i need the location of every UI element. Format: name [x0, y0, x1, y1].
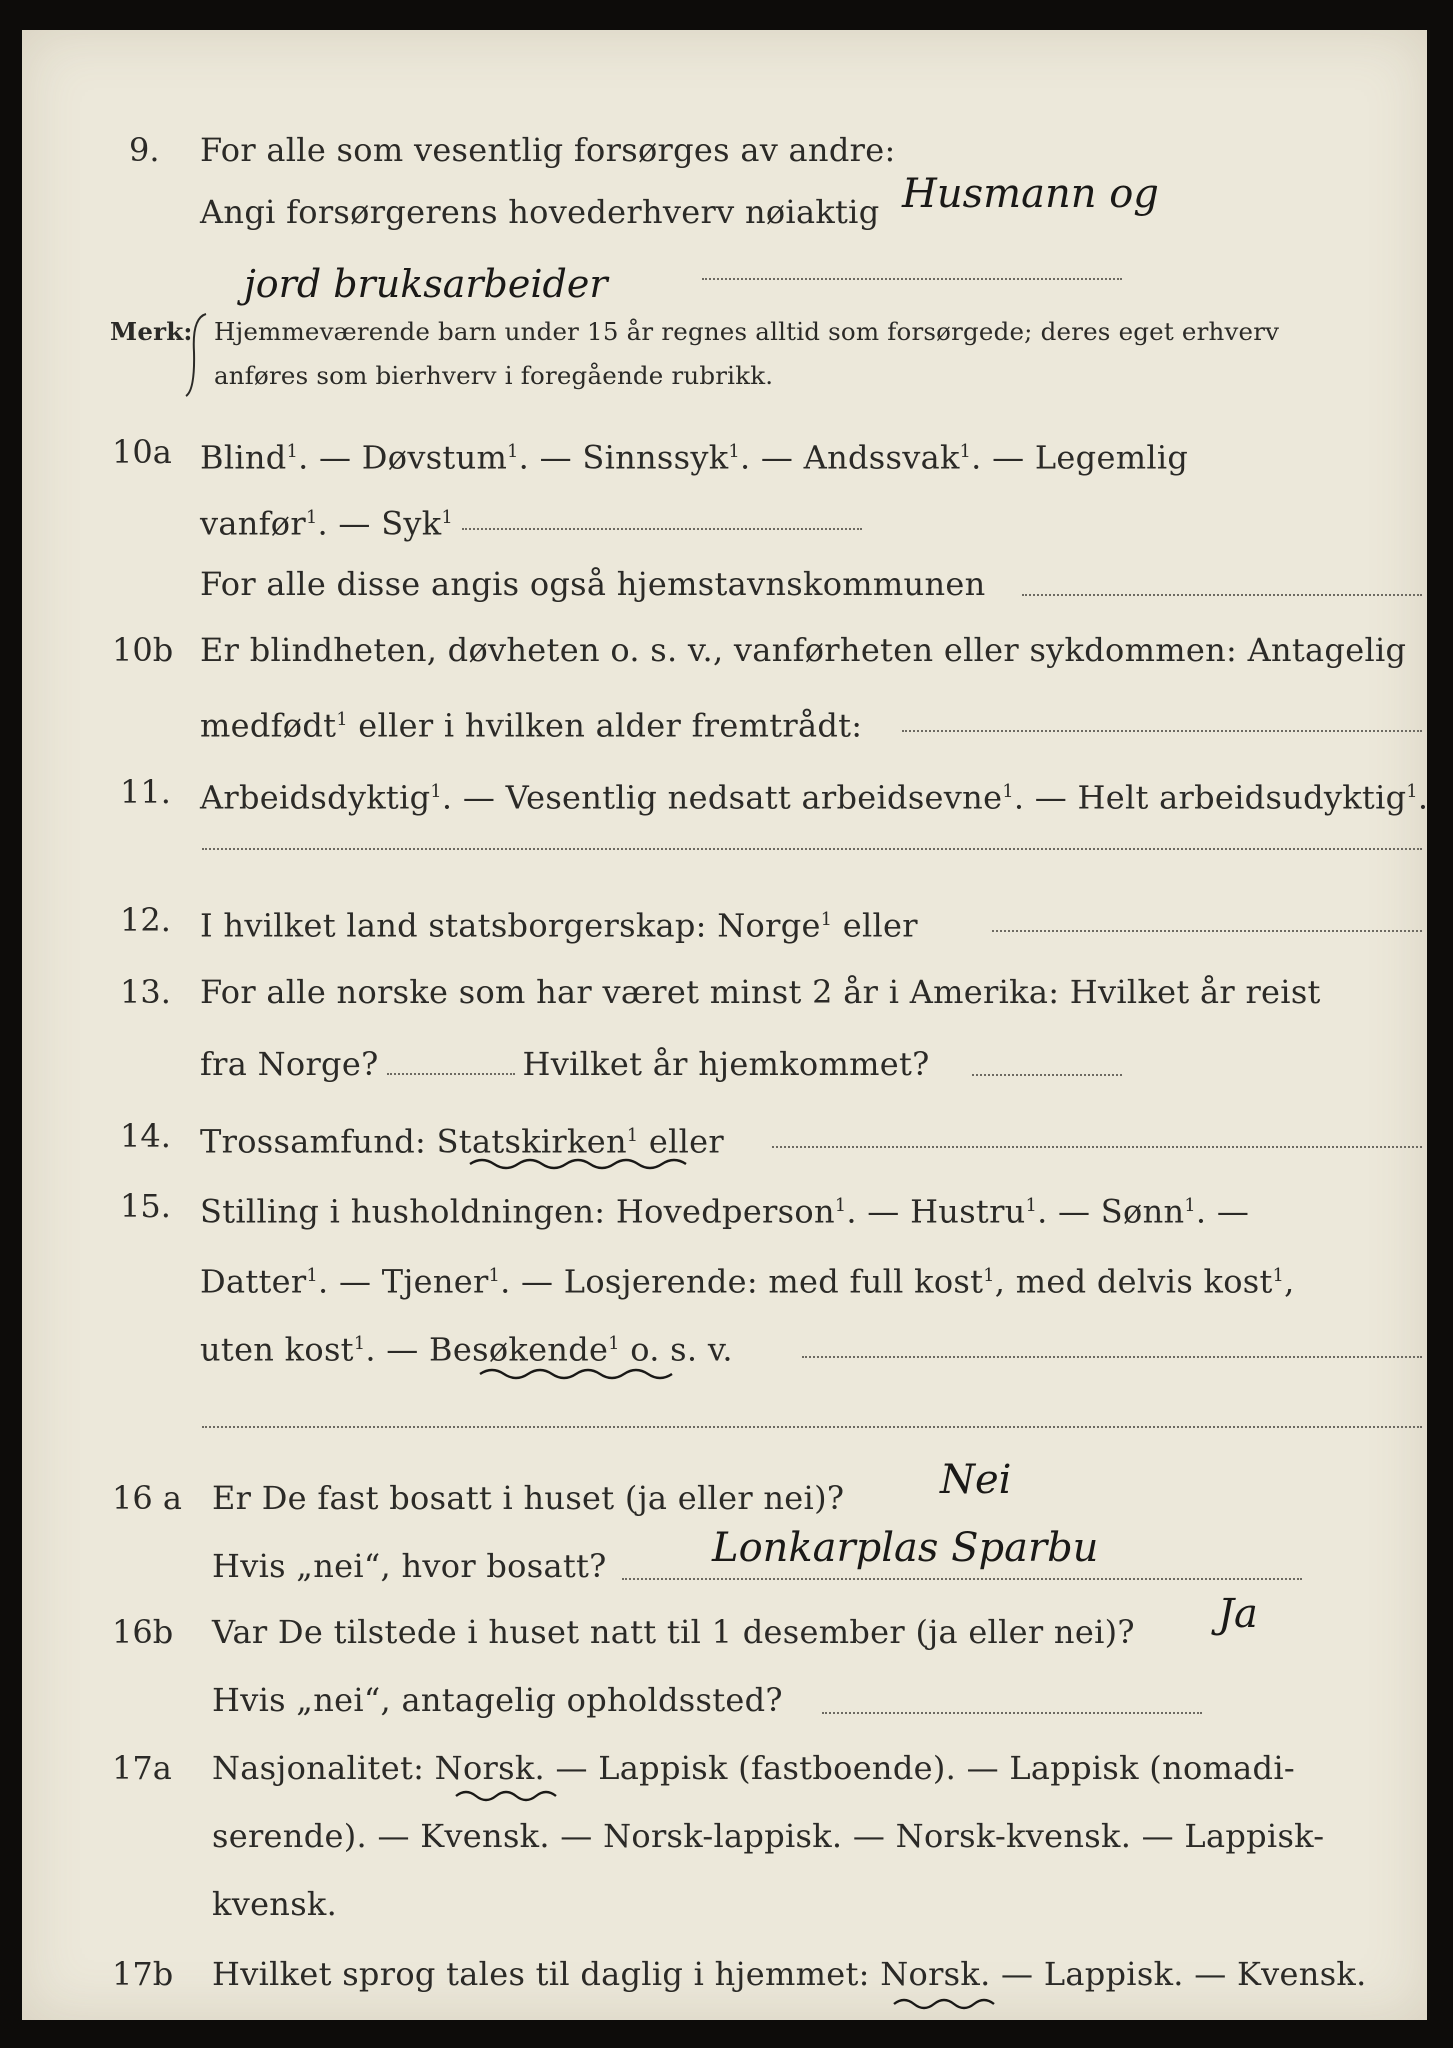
item-17a-handwritten-underline	[454, 1786, 564, 1804]
item-13-return-year-line	[972, 1074, 1122, 1076]
note-label: Merk:	[110, 317, 193, 346]
item-16a-handwritten-residence: Lonkarplas Sparbu	[712, 1525, 1099, 1571]
item-15-line-3: uten kost$^1$. — Besøkende$^1$ o. s. v.	[200, 1330, 733, 1369]
item-11-number: 11.	[120, 773, 171, 811]
item-16b-answer-line	[822, 1712, 1202, 1714]
item-17b-number: 17b	[112, 1955, 174, 1993]
note-brace	[182, 312, 212, 398]
item-17a-line-2: serende). — Kvensk. — Norsk-lappisk. — Norsk-kvensk. — Lappisk-	[212, 1817, 1325, 1855]
item-14-line-1: Trossamfund: Statskirken$^1$ eller	[200, 1122, 724, 1161]
item-16a-line-1: Er De fast bosatt i huset (ja eller nei)?	[212, 1479, 845, 1517]
item-16a-line-2: Hvis „nei“, hvor bosatt?	[212, 1547, 607, 1585]
item-14-number: 14.	[120, 1117, 171, 1155]
item-14-handwritten-underline	[468, 1154, 688, 1172]
item-17a-number: 17a	[112, 1749, 172, 1787]
item-9-line-1: For alle som vesentlig forsørges av andre:	[200, 131, 896, 169]
census-form-page	[22, 30, 1427, 2020]
item-9-answer-line	[702, 278, 1122, 280]
item-10a-number: 10a	[112, 433, 172, 471]
item-9-number: 9.	[129, 131, 160, 169]
item-15-handwritten-underline	[478, 1364, 678, 1382]
item-15-number: 15.	[120, 1187, 171, 1225]
item-12-number: 12.	[120, 901, 171, 939]
item-17b-handwritten-underline	[892, 1994, 1012, 2012]
item-9-handwritten-answer-line-1: Husmann og	[902, 171, 1159, 217]
item-16a-number: 16 a	[112, 1479, 182, 1517]
item-12-line-1: I hvilket land statsborgerskap: Norge$^1$ eller	[200, 906, 918, 945]
item-16b-line-1: Var De tilstede i huset natt til 1 desember (ja eller nei)?	[212, 1613, 1135, 1651]
item-15-line-2: Datter$^1$. — Tjener$^1$. — Losjerende: med full kost$^1$, med delvis kost$^1$,	[200, 1262, 1295, 1301]
item-10a-line-2: vanfør$^1$. — Syk$^1$	[200, 504, 453, 543]
item-16b-line-2: Hvis „nei“, antagelig opholdssted?	[212, 1681, 783, 1719]
item-13-line-2: fra Norge? Hvilket år hjemkommet?	[200, 1045, 930, 1083]
item-10b-number: 10b	[112, 631, 174, 669]
item-10a-syk-line	[462, 528, 862, 530]
item-9-line-2: Angi forsørgerens hovederhverv nøiaktig	[200, 193, 880, 231]
item-16a-handwritten-answer: Nei	[940, 1457, 1012, 1503]
note-line-2: anføres som bierhverv i foregående rubrikk.	[214, 361, 774, 390]
item-12-answer-line	[992, 930, 1422, 932]
item-9-handwritten-answer-line-2: jord bruksarbeider	[244, 262, 608, 306]
item-17a-line-1: Nasjonalitet: Norsk. — Lappisk (fastboende). — Lappisk (nomadi-	[212, 1749, 1295, 1787]
item-10b-line-1: Er blindheten, døvheten o. s. v., vanførheten eller sykdommen: Antagelig	[200, 631, 1407, 669]
item-16b-handwritten-answer: Ja	[1218, 1591, 1258, 1637]
item-11-line-1: Arbeidsdyktig$^1$. — Vesentlig nedsatt arbeidsevne$^1$. — Helt arbeidsudyktig$^1$.	[200, 778, 1429, 817]
item-17a-line-3: kvensk.	[212, 1885, 338, 1923]
item-15-answer-line	[802, 1356, 1422, 1358]
item-13-line-1: For alle norske som har været minst 2 år i Amerika: Hvilket år reist	[200, 973, 1321, 1011]
item-15-line-1: Stilling i husholdningen: Hovedperson$^1$. — Hustru$^1$. — Sønn$^1$. —	[200, 1192, 1250, 1231]
item-13-number: 13.	[120, 973, 171, 1011]
item-10b-line-2: medfødt$^1$ eller i hvilken alder fremtrådt:	[200, 706, 863, 745]
item-10a-line-3: For alle disse angis også hjemstavnskommunen	[200, 565, 986, 603]
item-16a-answer-line	[622, 1578, 1302, 1580]
item-17b-line-1: Hvilket sprog tales til daglig i hjemmet: Norsk. — Lappisk. — Kvensk.	[212, 1955, 1367, 1993]
item-11-answer-line	[202, 848, 1422, 850]
item-10b-answer-line	[902, 730, 1422, 732]
item-10a-line-1: Blind$^1$. — Døvstum$^1$. — Sinnssyk$^1$. — Andssvak$^1$. — Legemlig	[200, 438, 1189, 477]
note-line-1: Hjemmeværende barn under 15 år regnes alltid som forsørgede; deres eget erhverv	[214, 317, 1280, 346]
item-10a-kommune-line	[1022, 594, 1422, 596]
item-16b-number: 16b	[112, 1613, 174, 1651]
item-15-answer-line-2	[202, 1426, 1422, 1428]
item-14-answer-line	[772, 1146, 1422, 1148]
